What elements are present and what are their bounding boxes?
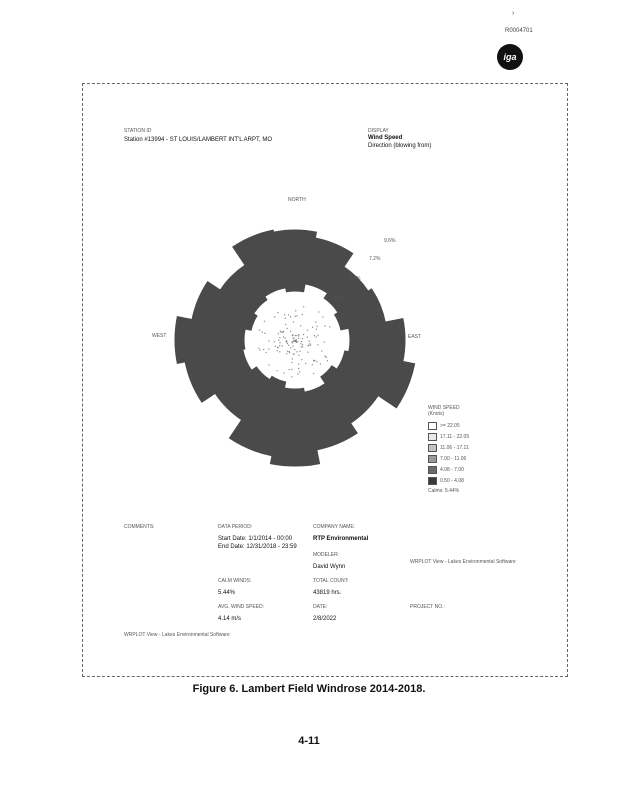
speckle-dot	[292, 342, 293, 343]
speckle-dot	[289, 351, 290, 352]
speckle-dot	[295, 335, 296, 336]
speckle-dot	[290, 316, 291, 317]
legend-item-label: 4.08 - 7.00	[440, 466, 464, 473]
speckle-dot	[307, 330, 308, 331]
speckle-dot	[275, 346, 276, 347]
speckle-dot	[293, 321, 294, 322]
speckle-dot	[316, 336, 317, 337]
top-mark: ›	[512, 10, 515, 17]
start-date: Start Date: 1/1/2014 - 00:00	[218, 536, 293, 542]
speckle-dot	[316, 361, 317, 362]
speckle-dot	[292, 341, 293, 342]
east-label: EAST	[408, 334, 422, 340]
speckle-dot	[295, 316, 296, 317]
legend-item-label: 7.00 - 11.06	[440, 455, 467, 462]
total-count-value: 43819 hrs.	[313, 590, 342, 596]
speckle-dot	[278, 333, 279, 334]
data-period-label: DATA PERIOD:	[218, 524, 253, 530]
speckle-dot	[299, 351, 300, 352]
speckle-dot	[315, 322, 316, 323]
speckle-dot	[317, 344, 318, 345]
speckle-dot	[293, 338, 294, 339]
speckle-dot	[302, 344, 303, 345]
ring-label-4: 2.4%	[333, 296, 345, 302]
speckle-dot	[327, 360, 328, 361]
speckle-dot	[265, 352, 266, 353]
ring-label-1: 9.6%	[384, 238, 396, 244]
speckle-dot	[294, 349, 295, 350]
speckle-dot	[283, 336, 284, 337]
speckle-dot	[289, 369, 290, 370]
speckle-dot	[296, 339, 297, 340]
calm-winds-label: CALM WINDS:	[218, 578, 252, 584]
modeler-name: David Wynn	[313, 564, 346, 570]
speckle-dot	[300, 343, 301, 344]
software-footer-note: WRPLOT View - Lakes Environmental Software	[124, 632, 230, 638]
legend-item	[428, 420, 469, 431]
speckle-dot	[278, 347, 279, 348]
speckle-dot	[291, 369, 292, 370]
speckle-dot	[307, 352, 308, 353]
speckle-dot	[307, 337, 308, 338]
legend-swatch	[428, 422, 437, 430]
speckle-dot	[302, 346, 303, 347]
speckle-dot	[308, 344, 309, 345]
legend-swatch	[428, 433, 437, 441]
date-label: DATE:	[313, 604, 328, 610]
speckle-dot	[298, 364, 299, 365]
speckle-dot	[285, 338, 286, 339]
company-logo-icon: iga	[497, 44, 523, 70]
document-number: R0004701	[505, 28, 533, 34]
speckle-dot	[326, 357, 327, 358]
lakes-note: WRPLOT View - Lakes Environmental Software	[410, 559, 516, 565]
end-date: End Date: 12/31/2018 - 23:59	[218, 544, 297, 550]
speckle-dot	[316, 326, 317, 327]
legend-swatch	[428, 477, 437, 485]
speckle-dot	[259, 329, 260, 330]
legend-item-label: 11.06 - 17.11	[440, 444, 469, 451]
speckle-dot	[280, 331, 281, 332]
speckle-dot	[292, 358, 293, 359]
legend-item	[428, 464, 469, 475]
speckle-dot	[279, 345, 280, 346]
speckle-dot	[298, 334, 299, 335]
comments-label: COMMENTS:	[124, 524, 155, 530]
west-label: WEST	[152, 333, 167, 339]
speckle-dot	[286, 341, 287, 342]
speckle-dot	[296, 335, 297, 336]
speckle-dot	[309, 341, 310, 342]
speckle-dot	[259, 349, 260, 350]
speckle-dot	[309, 343, 310, 344]
speckle-dot	[264, 321, 265, 322]
speckle-dot	[277, 312, 278, 313]
speckle-dot	[279, 337, 280, 338]
speckle-dot	[277, 350, 278, 351]
speckle-dot	[324, 325, 325, 326]
speckle-dot	[274, 341, 275, 342]
speckle-dot	[298, 368, 299, 369]
legend-item-label: 17.11 - 22.05	[440, 433, 470, 440]
speckle-dot	[324, 342, 325, 343]
speckle-dot	[290, 347, 291, 348]
display-label: DISPLAY	[368, 128, 389, 134]
speckle-dot	[278, 340, 279, 341]
speckle-dot	[283, 331, 284, 332]
legend-item	[428, 475, 469, 486]
speckle-dot	[264, 333, 265, 334]
speckle-dot	[287, 343, 288, 344]
speckle-dot	[279, 351, 280, 352]
speckle-dot	[291, 376, 292, 377]
date-value: 2/8/2022	[313, 616, 337, 622]
legend-swatch	[428, 466, 437, 474]
project-number-label: PROJECT NO.:	[410, 604, 445, 610]
speckle-dot	[268, 348, 269, 349]
speckle-dot	[287, 351, 288, 352]
page-number: 4-11	[298, 735, 320, 747]
speckle-dot	[312, 327, 313, 328]
speckle-dot	[286, 328, 287, 329]
speckle-dot	[279, 342, 280, 343]
legend-item	[428, 442, 469, 453]
legend-swatch	[428, 444, 437, 452]
speckle-dot	[300, 325, 301, 326]
display-title: Wind Speed	[368, 135, 403, 141]
speckle-dot	[292, 334, 293, 335]
wind-speed-legend	[428, 405, 469, 494]
speckle-dot	[313, 373, 314, 374]
north-label: NORTH	[288, 197, 306, 203]
speckle-dot	[298, 355, 299, 356]
speckle-dot	[298, 338, 299, 339]
speckle-dot	[322, 316, 323, 317]
legend-item	[428, 431, 469, 442]
speckle-dot	[268, 340, 269, 341]
speckle-dot	[296, 351, 297, 352]
speckle-dot	[258, 348, 259, 349]
speckle-dot	[320, 363, 321, 364]
speckle-dot	[290, 331, 291, 332]
figure-caption: Figure 6. Lambert Field Windrose 2014-2018.	[192, 683, 426, 695]
speckle-dot	[292, 345, 293, 346]
company-name: RTP Environmental	[313, 536, 369, 542]
speckle-dot	[298, 335, 299, 336]
speckle-dot	[291, 362, 292, 363]
speckle-dot	[329, 326, 330, 327]
speckle-dot	[301, 359, 302, 360]
speckle-dot	[282, 345, 283, 346]
modeler-label: MODELER:	[313, 552, 340, 558]
speckle-dot	[313, 360, 314, 361]
speckle-dot	[316, 329, 317, 330]
speckle-dot	[284, 314, 285, 315]
speckle-dot	[305, 363, 306, 364]
speckle-dot	[321, 350, 322, 351]
speckle-dot	[293, 353, 294, 354]
total-count-label: TOTAL COUNT:	[313, 578, 349, 584]
speckle-dot	[297, 341, 298, 342]
avg-wind-speed-label: AVG. WIND SPEED:	[218, 604, 265, 610]
company-name-label: COMPANY NAME:	[313, 524, 356, 530]
speckle-dot	[317, 334, 318, 335]
speckle-dot	[263, 349, 264, 350]
station-name: Station #13994 - ST LOUIS/LAMBERT INT'L ARPT, MO	[124, 137, 272, 143]
ring-label-2: 7.2%	[369, 256, 381, 262]
speckle-dot	[302, 314, 303, 315]
windrose-chart	[150, 200, 420, 490]
legend-calms: Calms: 5.44%	[428, 488, 460, 494]
speckle-dot	[301, 341, 302, 342]
legend-title: WIND SPEED	[428, 405, 460, 411]
speckle-dot	[285, 324, 286, 325]
speckle-dot	[274, 316, 275, 317]
speckle-dot	[288, 314, 289, 315]
speckle-dot	[325, 356, 326, 357]
speckle-dot	[297, 374, 298, 375]
speckle-dot	[276, 370, 277, 371]
speckle-dot	[310, 345, 311, 346]
calm-winds-value: 5.44%	[218, 590, 236, 596]
speckle-dot	[285, 318, 286, 319]
speckle-dot	[294, 341, 295, 342]
legend-item	[428, 453, 469, 464]
speckle-dot	[314, 335, 315, 336]
legend-item-label: 0.50 - 4.08	[440, 477, 464, 484]
speckle-dot	[303, 306, 304, 307]
speckle-dot	[288, 345, 289, 346]
speckle-dot	[262, 331, 263, 332]
legend-swatch	[428, 455, 437, 463]
speckle-dot	[295, 310, 296, 311]
speckle-dot	[318, 311, 319, 312]
avg-wind-speed-value: 4.14 m/s	[218, 616, 242, 622]
speckle-dot	[283, 372, 284, 373]
station-id-label: STATION ID	[124, 128, 152, 134]
legend-units: (Knots)	[428, 411, 445, 417]
legend-item-label: >= 22.05	[440, 422, 460, 429]
speckle-dot	[302, 338, 303, 339]
display-subtitle: Direction (blowing from)	[368, 143, 432, 149]
speckle-dot	[301, 346, 302, 347]
speckle-dot	[286, 353, 287, 354]
speckle-dot	[289, 352, 290, 353]
speckle-dot	[299, 371, 300, 372]
ring-label-3: 4.8%	[349, 276, 361, 282]
speckle-dot	[296, 315, 297, 316]
speckle-dot	[312, 364, 313, 365]
speckle-dot	[303, 334, 304, 335]
speckle-dot	[268, 364, 269, 365]
